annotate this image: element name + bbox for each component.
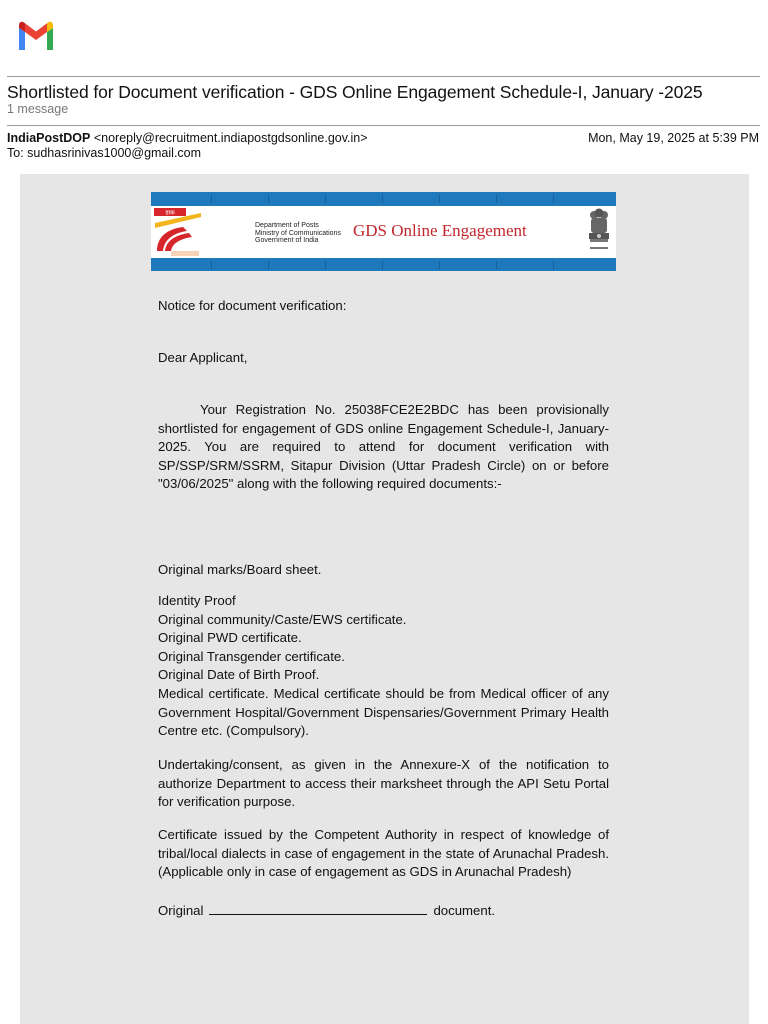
doc-pwd-certificate: Original PWD certificate.: [158, 630, 302, 646]
sender-email[interactable]: <noreply@recruitment.indiapostgdsonline.gov.in>: [93, 131, 368, 145]
email-date: Mon, May 19, 2025 at 5:39 PM: [588, 131, 759, 145]
gds-banner: [151, 192, 616, 271]
banner-bottom-bar: [151, 258, 616, 271]
banner-title: GDS Online Engagement: [353, 221, 527, 240]
undertaking-paragraph: Undertaking/consent, as given in the Annexure-X of the notification to authorize Department to access their marksheet through the API Setu Portal for verification purpose.: [158, 757, 609, 810]
dept-line-3: Government of India: [255, 237, 319, 244]
original-suffix: document.: [433, 903, 496, 918]
gmail-logo-icon[interactable]: [16, 20, 56, 52]
doc-marks-sheet: Original marks/Board sheet.: [158, 562, 322, 577]
notice-heading: Notice for document verification:: [158, 298, 347, 313]
doc-dob-proof: Original Date of Birth Proof.: [158, 667, 320, 683]
svg-text:डाक: डाक: [165, 209, 175, 217]
national-emblem-icon: [586, 207, 612, 257]
dept-line-1: Department of Posts: [255, 222, 319, 229]
doc-caste-certificate: Original community/Caste/EWS certificate.: [158, 611, 407, 627]
blank-underline: [209, 904, 427, 915]
doc-transgender-certificate: Original Transgender certificate.: [158, 648, 345, 664]
department-text: [255, 222, 341, 245]
doc-medical-certificate: Medical certificate. Medical certificate should be from Medical officer of any Government Hospital/Government Dispensaries/Government Primary Health Centre etc. (Compulsory).: [158, 685, 609, 739]
banner-top-bar: [151, 192, 616, 206]
subject-divider: [7, 125, 760, 126]
doc-identity-proof: Identity Proof: [158, 593, 236, 608]
header-divider: [7, 76, 760, 77]
documents-list: [158, 592, 609, 741]
original-document-line: [158, 902, 609, 921]
dept-line-2: Ministry of Communications: [255, 229, 341, 237]
greeting: Dear Applicant,: [158, 350, 248, 365]
india-post-logo-icon: [153, 207, 203, 257]
original-prefix: Original: [158, 903, 204, 918]
message-count: 1 message: [7, 102, 69, 116]
dialect-certificate-paragraph: Certificate issued by the Competent Authority in respect of knowledge of tribal/local dialects in case of engagement in the state of Arunachal Pradesh. (Applicable only in case of engagement as GDS in Arunachal Pradesh): [158, 827, 609, 880]
recipient-line: To: sudhasrinivas1000@gmail.com: [7, 146, 202, 160]
registration-paragraph: Your Registration No. 25038FCE2E2BDC has been provisionally shortlisted for engagement of GDS online Engagement Schedule-I, January-2025. You are required to attend for document verification with SP/SSP/SRM/SSRM, Sitapur Division (Uttar Pradesh Circle) on or before "03/06/2025" along with the following required documents:-: [158, 402, 609, 492]
sender-name: IndiaPostDOP: [7, 131, 91, 145]
sender-line: [7, 131, 368, 145]
email-subject: Shortlisted for Document verification - GDS Online Engagement Schedule-I, January -2025: [7, 82, 703, 102]
